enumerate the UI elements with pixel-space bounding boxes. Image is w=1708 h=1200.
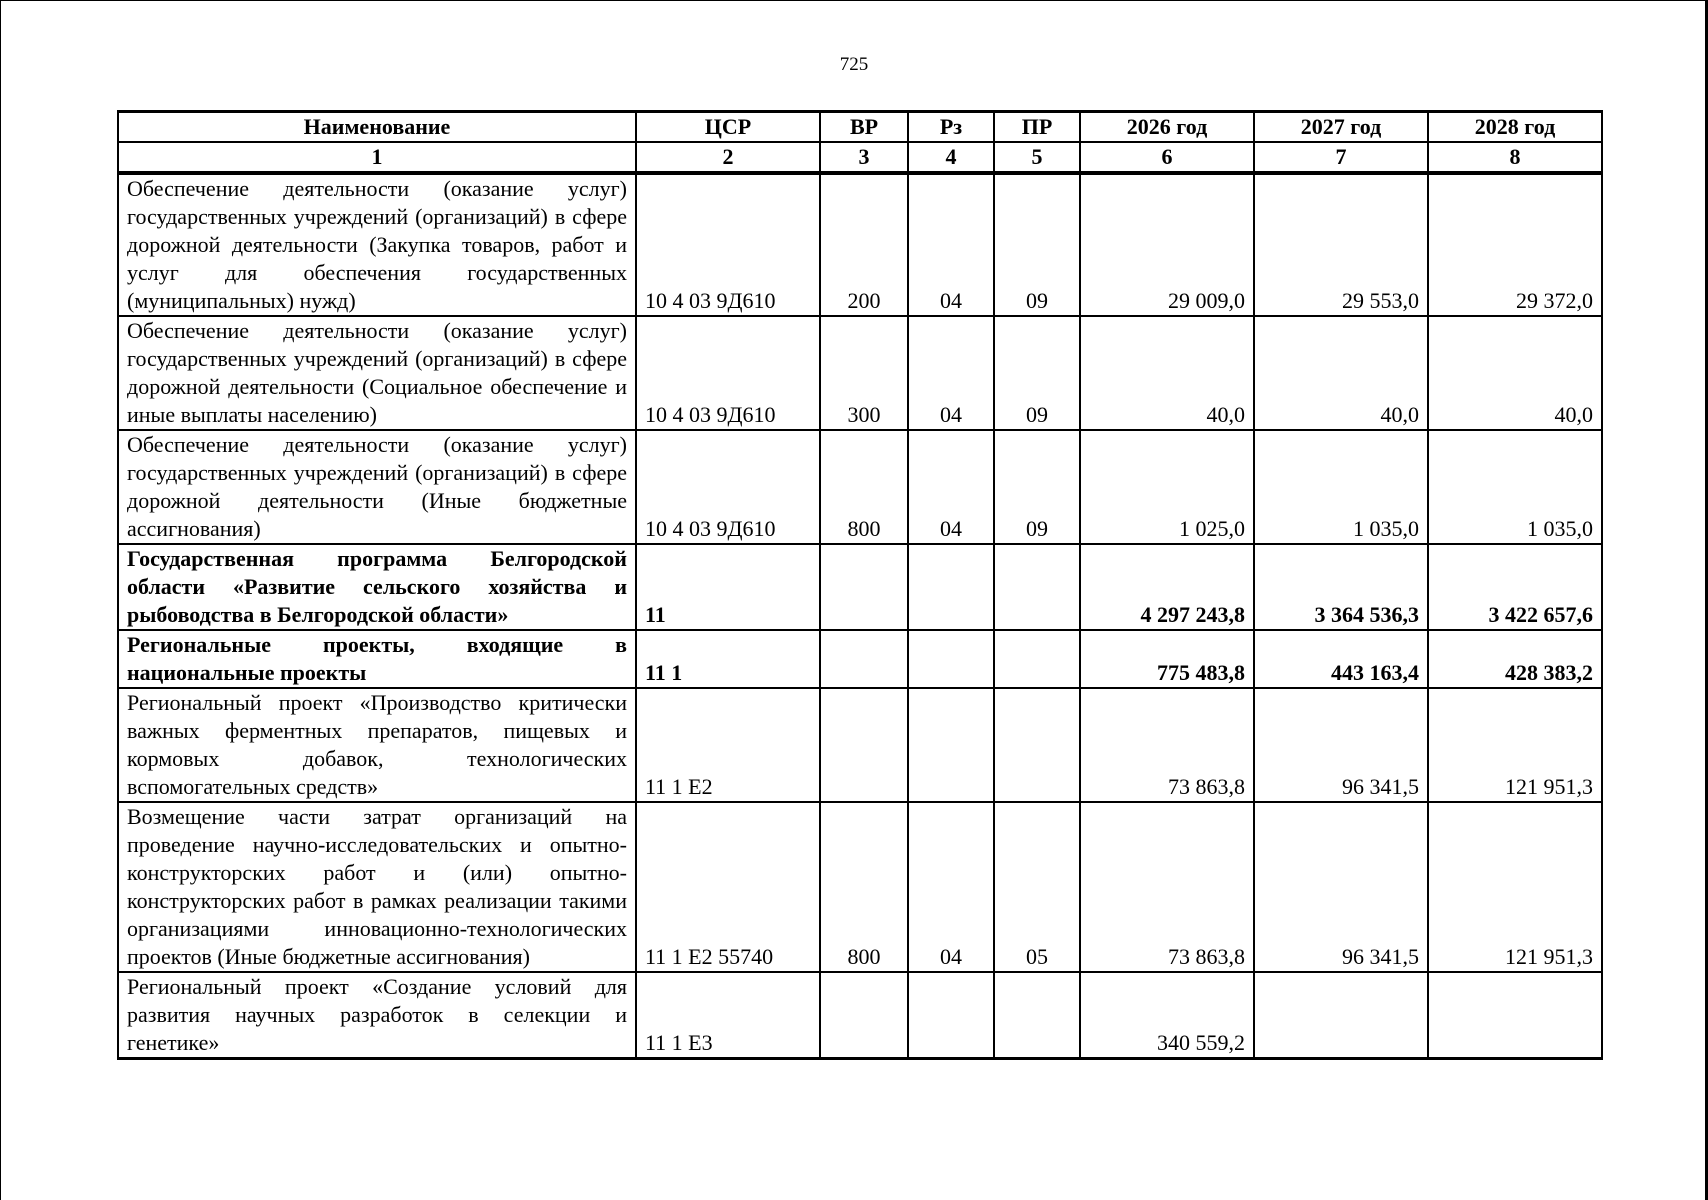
row-vr: 200 [820, 173, 908, 316]
column-number: 5 [994, 142, 1080, 173]
table-row [118, 173, 1602, 316]
header-pr: ПР [994, 112, 1080, 143]
header-2026: 2026 год [1080, 112, 1254, 143]
row-name: Обеспечение деятельности (оказание услуг) государственных учреждений (организаций) в сфере дорожной деятельности (Социальное обеспечение и иные выплаты населению) [118, 316, 636, 430]
row-rz: 04 [908, 173, 994, 316]
header-row [118, 112, 1602, 143]
row-2026: 73 863,8 [1080, 688, 1254, 802]
column-number: 8 [1428, 142, 1602, 173]
row-name: Государственная программа Белгородской области «Развитие сельского хозяйства и рыбоводства в Белгородской области» [118, 544, 636, 630]
row-name: Региональный проект «Создание условий для развития научных разработок в селекции и генетике» [118, 972, 636, 1059]
row-rz [908, 544, 994, 630]
row-pr: 09 [994, 173, 1080, 316]
header-name: Наименование [118, 112, 636, 143]
row-2027: 1 035,0 [1254, 430, 1428, 544]
row-rz [908, 972, 994, 1059]
row-vr [820, 972, 908, 1059]
page-top-edge [0, 0, 1708, 1]
header-rz: Рз [908, 112, 994, 143]
row-2028: 3 422 657,6 [1428, 544, 1602, 630]
header-vr: ВР [820, 112, 908, 143]
row-csr: 10 4 03 9Д610 [636, 430, 820, 544]
table-row [118, 688, 1602, 802]
table-body [118, 173, 1602, 1059]
row-2027: 443 163,4 [1254, 630, 1428, 688]
row-2026: 1 025,0 [1080, 430, 1254, 544]
row-2026: 4 297 243,8 [1080, 544, 1254, 630]
row-2027: 96 341,5 [1254, 688, 1428, 802]
page-number: 725 [839, 54, 869, 75]
row-2028 [1428, 972, 1602, 1059]
column-number: 4 [908, 142, 994, 173]
row-csr: 10 4 03 9Д610 [636, 173, 820, 316]
row-csr: 11 1 Е3 [636, 972, 820, 1059]
row-rz: 04 [908, 430, 994, 544]
column-number: 2 [636, 142, 820, 173]
page-left-edge [0, 0, 1, 1200]
table-row-subtotal [118, 630, 1602, 688]
row-vr [820, 544, 908, 630]
row-name: Региональные проекты, входящие в национальные проекты [118, 630, 636, 688]
row-vr [820, 630, 908, 688]
row-2027: 29 553,0 [1254, 173, 1428, 316]
row-vr: 300 [820, 316, 908, 430]
budget-table [117, 110, 1603, 1060]
row-2028: 40,0 [1428, 316, 1602, 430]
row-name: Обеспечение деятельности (оказание услуг) государственных учреждений (организаций) в сфере дорожной деятельности (Закупка товаров, работ и услуг для обеспечения государственных (муниципальных) нужд) [118, 173, 636, 316]
row-pr: 09 [994, 430, 1080, 544]
row-rz: 04 [908, 802, 994, 972]
row-name: Обеспечение деятельности (оказание услуг) государственных учреждений (организаций) в сфере дорожной деятельности (Иные бюджетные ассигнования) [118, 430, 636, 544]
row-2028: 29 372,0 [1428, 173, 1602, 316]
table-row [118, 972, 1602, 1059]
column-number: 3 [820, 142, 908, 173]
row-2028: 1 035,0 [1428, 430, 1602, 544]
row-2026: 73 863,8 [1080, 802, 1254, 972]
row-csr: 11 1 [636, 630, 820, 688]
table-row [118, 430, 1602, 544]
table-row-program [118, 544, 1602, 630]
row-pr [994, 688, 1080, 802]
row-pr [994, 972, 1080, 1059]
row-vr: 800 [820, 802, 908, 972]
row-2026: 29 009,0 [1080, 173, 1254, 316]
row-vr [820, 688, 908, 802]
row-pr [994, 544, 1080, 630]
column-number: 6 [1080, 142, 1254, 173]
row-2026: 40,0 [1080, 316, 1254, 430]
column-number: 7 [1254, 142, 1428, 173]
row-2027: 96 341,5 [1254, 802, 1428, 972]
row-csr: 11 [636, 544, 820, 630]
row-2028: 121 951,3 [1428, 802, 1602, 972]
header-2028: 2028 год [1428, 112, 1602, 143]
row-pr [994, 630, 1080, 688]
row-2027 [1254, 972, 1428, 1059]
row-pr: 09 [994, 316, 1080, 430]
row-2027: 40,0 [1254, 316, 1428, 430]
row-name: Возмещение части затрат организаций на проведение научно-исследовательских и опытно-конструкторских работ и (или) опытно-конструкторских работ в рамках реализации такими организациями инновационно-технологических проектов (Иные бюджетные ассигнования) [118, 802, 636, 972]
column-number: 1 [118, 142, 636, 173]
table-row [118, 316, 1602, 430]
header-csr: ЦСР [636, 112, 820, 143]
header-2027: 2027 год [1254, 112, 1428, 143]
row-rz: 04 [908, 316, 994, 430]
column-number-row [118, 142, 1602, 173]
row-2026: 340 559,2 [1080, 972, 1254, 1059]
row-2027: 3 364 536,3 [1254, 544, 1428, 630]
row-pr: 05 [994, 802, 1080, 972]
row-csr: 11 1 Е2 [636, 688, 820, 802]
row-csr: 10 4 03 9Д610 [636, 316, 820, 430]
row-name: Региональный проект «Производство критически важных ферментных препаратов, пищевых и кормовых добавок, технологических вспомогательных средств» [118, 688, 636, 802]
row-vr: 800 [820, 430, 908, 544]
row-2026: 775 483,8 [1080, 630, 1254, 688]
table-row [118, 802, 1602, 972]
row-2028: 428 383,2 [1428, 630, 1602, 688]
row-rz [908, 688, 994, 802]
row-rz [908, 630, 994, 688]
row-2028: 121 951,3 [1428, 688, 1602, 802]
row-csr: 11 1 Е2 55740 [636, 802, 820, 972]
